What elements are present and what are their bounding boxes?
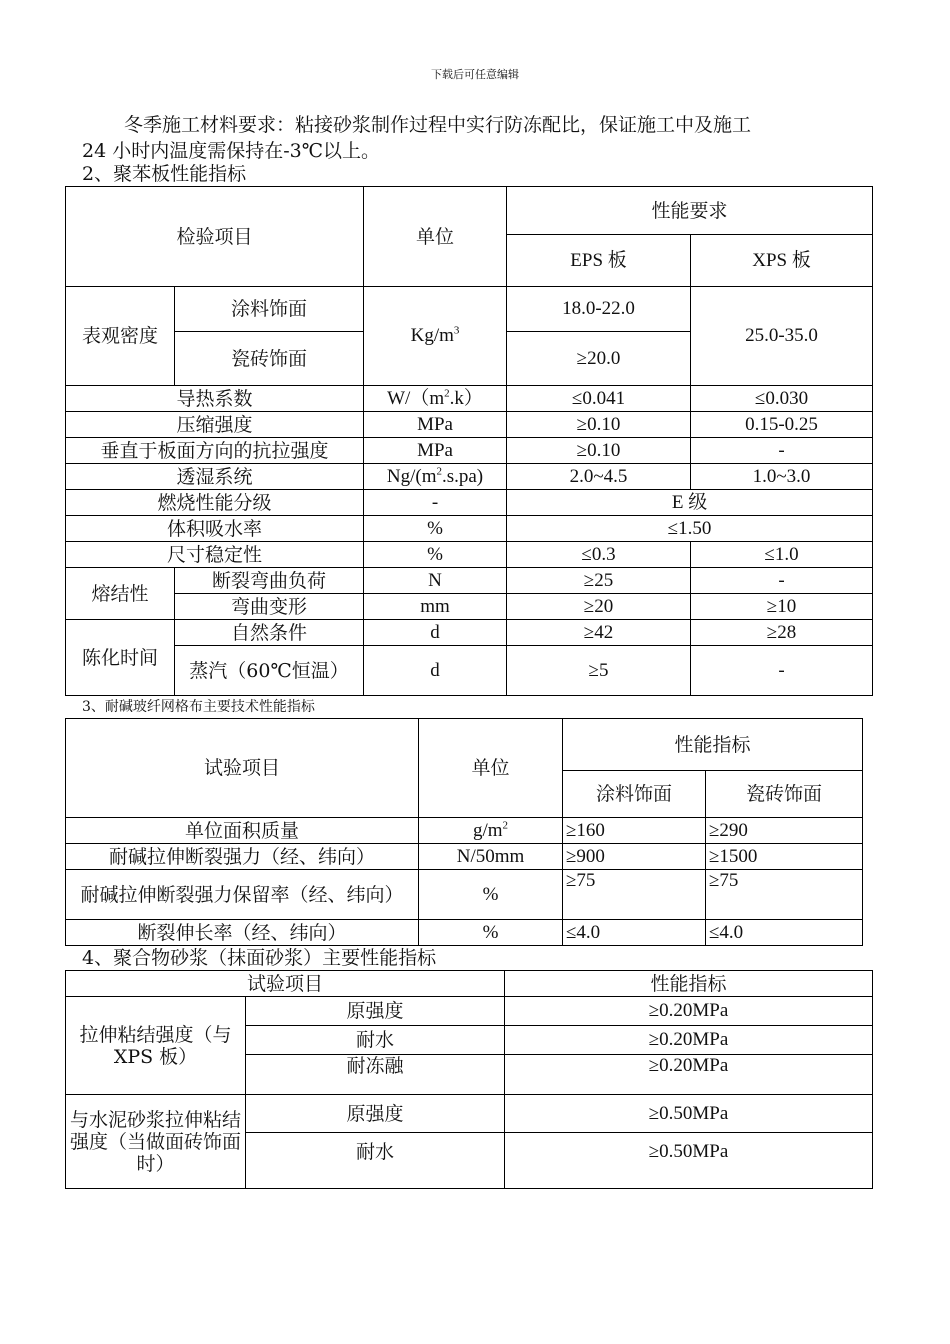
fire-unit: - bbox=[364, 490, 507, 516]
mesh-row-tile: ≥1500 bbox=[706, 844, 863, 870]
mortar-value: ≥0.50MPa bbox=[505, 1095, 873, 1133]
dimension-unit: % bbox=[364, 542, 507, 568]
mortar-value: ≥0.20MPa bbox=[505, 1026, 873, 1055]
aging-sub-steam: 蒸汽（60℃恒温） bbox=[175, 646, 364, 696]
section4-title: 4、聚合物砂浆（抹面砂浆）主要性能指标 bbox=[82, 947, 437, 969]
mesh-header-perf: 性能指标 bbox=[563, 719, 863, 771]
aging-natural-xps: ≥28 bbox=[691, 620, 873, 646]
water-value: ≤1.50 bbox=[507, 516, 873, 542]
eps-xps-table bbox=[65, 186, 873, 696]
mortar-sub: 耐水 bbox=[246, 1026, 505, 1055]
fusion-deform-unit: mm bbox=[364, 594, 507, 620]
thermal-xps: ≤0.030 bbox=[691, 386, 873, 412]
intro-line-1: 冬季施工材料要求：粘接砂浆制作过程中实行防冻配比，保证施工中及施工 bbox=[124, 114, 752, 136]
fusion-deform-eps: ≥20 bbox=[507, 594, 691, 620]
density-eps-tile: ≥20.0 bbox=[507, 332, 691, 386]
vapor-eps: 2.0~4.5 bbox=[507, 464, 691, 490]
aging-label: 陈化时间 bbox=[66, 620, 175, 696]
density-xps: 25.0-35.0 bbox=[691, 287, 873, 386]
mesh-row-unit: $g/m^2$ bbox=[419, 818, 563, 844]
aging-steam-eps: ≥5 bbox=[507, 646, 691, 696]
fusion-sub-load: 断裂弯曲负荷 bbox=[175, 568, 364, 594]
mortar-sub: 耐水 bbox=[246, 1133, 505, 1189]
fire-label: 燃烧性能分级 bbox=[66, 490, 364, 516]
mesh-row-coating: ≥160 bbox=[563, 818, 706, 844]
vapor-unit: $Ng/(m^2.s.pa)$ bbox=[364, 464, 507, 490]
mesh-row-coating: ≥75 bbox=[563, 870, 706, 920]
fusion-deform-xps: ≥10 bbox=[691, 594, 873, 620]
section2-title: 2、聚苯板性能指标 bbox=[82, 163, 247, 185]
mesh-header-coating: 涂料饰面 bbox=[563, 771, 706, 818]
vapor-xps: 1.0~3.0 bbox=[691, 464, 873, 490]
intro-line-2: 24 小时内温度需保持在-3℃以上。 bbox=[82, 140, 380, 162]
density-sub-coating: 涂料饰面 bbox=[175, 287, 364, 332]
mortar-header-perf: 性能指标 bbox=[505, 971, 873, 997]
density-unit: $Kg/m^3$ bbox=[364, 287, 507, 386]
compress-eps: ≥0.10 bbox=[507, 412, 691, 438]
density-eps-coating: 18.0-22.0 bbox=[507, 287, 691, 332]
density-label: 表观密度 bbox=[66, 287, 175, 386]
dimension-label: 尺寸稳定性 bbox=[66, 542, 364, 568]
mesh-header-unit: 单位 bbox=[419, 719, 563, 818]
header-eps: EPS 板 bbox=[507, 235, 691, 287]
mortar-sub: 原强度 bbox=[246, 1095, 505, 1133]
header-item: 检验项目 bbox=[66, 187, 364, 287]
dimension-eps: ≤0.3 bbox=[507, 542, 691, 568]
mortar-sub: 原强度 bbox=[246, 997, 505, 1026]
mesh-row-item: 单位面积质量 bbox=[66, 818, 419, 844]
dimension-xps: ≤1.0 bbox=[691, 542, 873, 568]
mesh-row-item: 断裂伸长率（经、纬向） bbox=[66, 920, 419, 946]
mesh-row-item: 耐碱拉伸断裂强力（经、纬向） bbox=[66, 844, 419, 870]
mortar-header-item: 试验项目 bbox=[66, 971, 505, 997]
header-xps: XPS 板 bbox=[691, 235, 873, 287]
mesh-row-tile: ≥290 bbox=[706, 818, 863, 844]
fusion-load-unit: N bbox=[364, 568, 507, 594]
mesh-row-unit: N/50mm bbox=[419, 844, 563, 870]
mesh-row-item: 耐碱拉伸断裂强力保留率（经、纬向） bbox=[66, 870, 419, 920]
mesh-header-item: 试验项目 bbox=[66, 719, 419, 818]
tensile-label: 垂直于板面方向的抗拉强度 bbox=[66, 438, 364, 464]
mesh-table bbox=[65, 718, 863, 946]
mortar-group-cement-label: 与水泥砂浆拉伸粘结强度（当做面砖饰面时） bbox=[66, 1095, 246, 1189]
aging-steam-xps: - bbox=[691, 646, 873, 696]
mesh-row-coating: ≤4.0 bbox=[563, 920, 706, 946]
vapor-label: 透湿系统 bbox=[66, 464, 364, 490]
water-label: 体积吸水率 bbox=[66, 516, 364, 542]
fusion-label: 熔结性 bbox=[66, 568, 175, 620]
aging-natural-eps: ≥42 bbox=[507, 620, 691, 646]
fusion-sub-deform: 弯曲变形 bbox=[175, 594, 364, 620]
aging-natural-unit: d bbox=[364, 620, 507, 646]
tensile-xps: - bbox=[691, 438, 873, 464]
thermal-unit: $W/(m^2.k)$ bbox=[364, 386, 507, 412]
compress-label: 压缩强度 bbox=[66, 412, 364, 438]
mesh-header-tile: 瓷砖饰面 bbox=[706, 771, 863, 818]
header-unit: 单位 bbox=[364, 187, 507, 287]
page-header-note: 下载后可任意编辑 bbox=[431, 68, 519, 81]
mortar-group-xps-label: 拉伸粘结强度（与 XPS 板） bbox=[66, 997, 246, 1095]
thermal-eps: ≤0.041 bbox=[507, 386, 691, 412]
mesh-row-unit: % bbox=[419, 920, 563, 946]
aging-steam-unit: d bbox=[364, 646, 507, 696]
density-sub-tile: 瓷砖饰面 bbox=[175, 332, 364, 386]
tensile-eps: ≥0.10 bbox=[507, 438, 691, 464]
mortar-table bbox=[65, 970, 873, 1189]
mortar-value: ≥0.20MPa bbox=[505, 1055, 873, 1095]
section3-title: 3、耐碱玻纤网格布主要技术性能指标 bbox=[82, 699, 315, 715]
water-unit: % bbox=[364, 516, 507, 542]
mesh-row-unit: % bbox=[419, 870, 563, 920]
compress-unit: MPa bbox=[364, 412, 507, 438]
mesh-row-coating: ≥900 bbox=[563, 844, 706, 870]
tensile-unit: MPa bbox=[364, 438, 507, 464]
thermal-label: 导热系数 bbox=[66, 386, 364, 412]
fusion-load-xps: - bbox=[691, 568, 873, 594]
compress-xps: 0.15-0.25 bbox=[691, 412, 873, 438]
mesh-row-tile: ≥75 bbox=[706, 870, 863, 920]
fire-value: E 级 bbox=[507, 490, 873, 516]
mortar-sub: 耐冻融 bbox=[246, 1055, 505, 1095]
header-requirement: 性能要求 bbox=[507, 187, 873, 235]
fusion-load-eps: ≥25 bbox=[507, 568, 691, 594]
mortar-value: ≥0.50MPa bbox=[505, 1133, 873, 1189]
mesh-row-tile: ≤4.0 bbox=[706, 920, 863, 946]
mortar-value: ≥0.20MPa bbox=[505, 997, 873, 1026]
aging-sub-natural: 自然条件 bbox=[175, 620, 364, 646]
